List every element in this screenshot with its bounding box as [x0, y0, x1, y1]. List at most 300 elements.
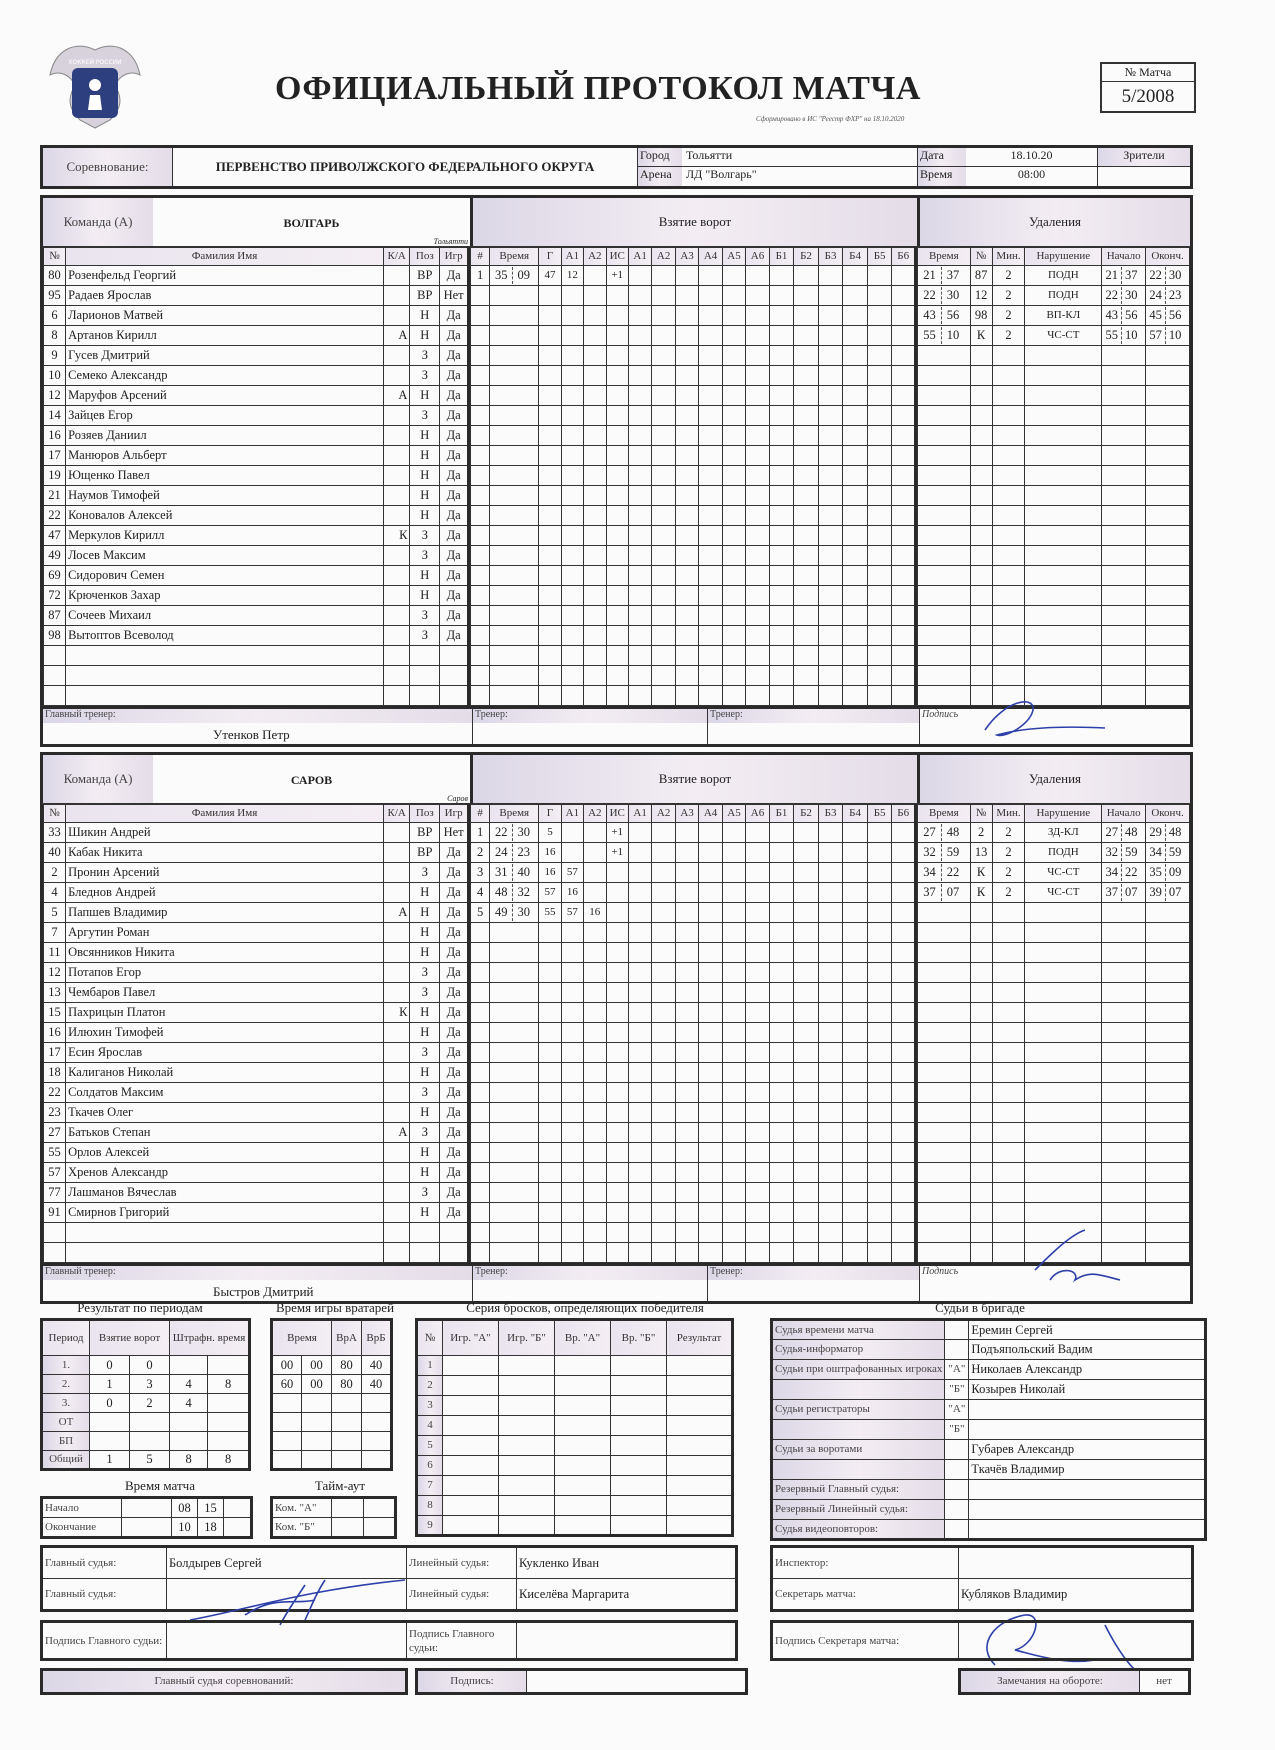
player-cell: [383, 546, 409, 566]
pen-start-sec: 37: [1121, 267, 1140, 284]
goalie-row: [272, 1356, 392, 1375]
goal-cell: [699, 1123, 722, 1143]
goal-cell: [561, 426, 583, 446]
pen-cell: 12: [970, 286, 992, 306]
pen-cell: [970, 386, 992, 406]
goal-cell: [843, 646, 868, 666]
goal-cell: [794, 1223, 819, 1243]
goal-cell: [606, 1063, 628, 1083]
coach-label-2: Тренер:: [708, 709, 919, 723]
goal-cell: [892, 426, 916, 446]
pen-cell: [970, 366, 992, 386]
goal-cell: [769, 883, 794, 903]
head-coach-label: Главный тренер:: [43, 709, 472, 723]
pen-sec: 10: [941, 327, 964, 344]
goal-cell: [769, 326, 794, 346]
pen-cell: [992, 1083, 1025, 1103]
goal-cell: [843, 943, 868, 963]
goal-cell: [892, 1023, 916, 1043]
player-cell: 16: [44, 426, 66, 446]
goal-col-header: Б6: [892, 805, 916, 823]
goal-cell: [746, 1203, 769, 1223]
goal-cell: [628, 366, 651, 386]
goal-cell: [746, 466, 769, 486]
goal-cell: [746, 426, 769, 446]
goal-cell: [628, 666, 651, 686]
goal-cell: [652, 963, 675, 983]
goal-row: [471, 1123, 916, 1143]
player-cell: З: [410, 1083, 440, 1103]
goal-cell: [818, 686, 843, 706]
goal-cell: [539, 963, 561, 983]
secretary-label: Секретарь матча:: [772, 1579, 959, 1611]
goal-cell: [584, 306, 606, 326]
goal-cell: [892, 903, 916, 923]
goal-cell: [561, 326, 583, 346]
line-ref-2: Киселёва Маргарита: [517, 1579, 737, 1611]
goal-cell: [746, 823, 769, 843]
goal-cell: [699, 1143, 722, 1163]
goal-cell: [769, 903, 794, 923]
time: 08:00: [1017, 167, 1046, 181]
goal-cell: [539, 923, 561, 943]
goal-col-header: А2: [652, 805, 675, 823]
goal-cell: 16: [561, 883, 583, 903]
pen-cell: [970, 1003, 992, 1023]
pen-col-header: Оконч.: [1146, 805, 1190, 823]
player-cell: 27: [44, 1123, 66, 1143]
player-cell: Орлов Алексей: [66, 1143, 384, 1163]
pen-cell: [970, 1183, 992, 1203]
player-cell: ВР: [410, 843, 440, 863]
goal-cell: [794, 843, 819, 863]
goal-cell: [699, 546, 722, 566]
player-cell: Да: [440, 446, 469, 466]
goal-cell: [471, 1243, 490, 1263]
goal-cell: [843, 1063, 868, 1083]
player-cell: Да: [440, 963, 469, 983]
goal-cell: [892, 546, 916, 566]
goal-cell: [843, 963, 868, 983]
goal-cell: [652, 286, 675, 306]
period-cell: 0: [90, 1356, 130, 1375]
goal-cell: [818, 1103, 843, 1123]
line-ref-label-2: Линейный судья:: [407, 1579, 517, 1611]
goals-table: [470, 247, 917, 706]
goal-cell: [769, 1143, 794, 1163]
goal-cell: [746, 406, 769, 426]
period-row: [42, 1413, 250, 1432]
period-cell: 4: [170, 1394, 208, 1413]
goal-cell: [561, 646, 583, 666]
penalty-row: [918, 1203, 1190, 1223]
goal-cell: [561, 1103, 583, 1123]
goal-cell: [606, 366, 628, 386]
goal-cell: [769, 1183, 794, 1203]
goal-cell: [843, 1023, 868, 1043]
pen-start-sec: 48: [1121, 824, 1140, 841]
goal-cell: [843, 426, 868, 446]
goal-cell: [606, 386, 628, 406]
goal-cell: [699, 566, 722, 586]
shootout-num: 1: [417, 1356, 443, 1376]
pen-end-sec: 07: [1165, 884, 1184, 901]
goal-cell: [769, 686, 794, 706]
goal-row: [471, 883, 916, 903]
player-cell: Да: [440, 266, 469, 286]
player-cell: Да: [440, 326, 469, 346]
goal-cell: [675, 306, 698, 326]
player-cell: Н: [410, 466, 440, 486]
shootout-row: [417, 1476, 733, 1496]
date: 18.10.20: [1010, 148, 1053, 162]
goal-cell: [843, 883, 868, 903]
player-row: [44, 486, 469, 506]
goal-cell: [722, 1023, 745, 1043]
pen-cell: [1025, 1103, 1102, 1123]
goal-cell: [892, 1163, 916, 1183]
coach-label-2: Тренер:: [708, 1266, 919, 1280]
player-cell: Есин Ярослав: [66, 1043, 384, 1063]
goal-cell: [892, 1063, 916, 1083]
goal-cell: [867, 566, 892, 586]
goal-cell: [628, 326, 651, 346]
end-mm: 18: [198, 1518, 224, 1538]
goal-cell: [539, 546, 561, 566]
goal-cell: [722, 426, 745, 446]
goal-cell: [867, 1083, 892, 1103]
goal-cell: [867, 823, 892, 843]
goal-row: [471, 1103, 916, 1123]
timeout-table: [270, 1496, 397, 1539]
pen-end-sec: 09: [1165, 864, 1184, 881]
goal-cell: [794, 883, 819, 903]
logo-text: ХОККЕЙ РОССИИ: [68, 59, 122, 66]
goal-cell: [561, 983, 583, 1003]
pen-cell: [992, 923, 1025, 943]
goal-cell: [699, 843, 722, 863]
goal-cell: [471, 346, 490, 366]
pen-cell: [970, 666, 992, 686]
goal-cell: [794, 1063, 819, 1083]
pen-start-min: 27: [1105, 825, 1118, 839]
goalie-cell: [332, 1394, 362, 1413]
goal-cell: [675, 863, 698, 883]
official-row: [772, 1380, 1206, 1400]
goal-cell: [652, 446, 675, 466]
player-cell: Да: [440, 1063, 469, 1083]
goal-cell: [722, 686, 745, 706]
goal-cell: [746, 506, 769, 526]
penalty-row: [918, 526, 1190, 546]
shootout-row: [417, 1496, 733, 1516]
pen-end-sec: 56: [1165, 307, 1184, 324]
goal-cell: 1: [471, 823, 490, 843]
player-cell: [383, 666, 409, 686]
goal-cell: [606, 983, 628, 1003]
goal-cell: [606, 963, 628, 983]
period-cell: Общий: [42, 1451, 90, 1470]
penalty-row: [918, 266, 1190, 286]
end-hh: 10: [172, 1518, 198, 1538]
pen-sec: 22: [941, 864, 964, 881]
pen-cell: [970, 1063, 992, 1083]
goal-cell: [843, 923, 868, 943]
goal-cell: [606, 1103, 628, 1123]
player-row: [44, 626, 469, 646]
penalty-row: [918, 326, 1190, 346]
match-time-title: Время матча: [125, 1478, 195, 1493]
goal-cell: [746, 1103, 769, 1123]
goal-cell: [843, 1043, 868, 1063]
goal-cell: [584, 1223, 606, 1243]
penalty-row: [918, 586, 1190, 606]
player-row: [44, 506, 469, 526]
player-cell: 15: [44, 1003, 66, 1023]
player-row: [44, 1243, 469, 1263]
goal-cell: [769, 1123, 794, 1143]
goal-cell: [699, 486, 722, 506]
player-cell: Да: [440, 1023, 469, 1043]
goal-cell: [794, 943, 819, 963]
player-row: [44, 526, 469, 546]
goal-cell: [699, 823, 722, 843]
player-cell: [383, 1223, 409, 1243]
goal-cell: [628, 286, 651, 306]
goal-row: [471, 586, 916, 606]
goal-cell: [539, 943, 561, 963]
goal-col-header: Время: [490, 248, 539, 266]
goal-cell: [699, 366, 722, 386]
official-role: Судья видеоповторов:: [772, 1520, 945, 1540]
goal-cell: [867, 686, 892, 706]
pen-cell: [970, 506, 992, 526]
goal-cell: [794, 1203, 819, 1223]
goal-cell: 57: [561, 903, 583, 923]
official-row: [772, 1400, 1206, 1420]
goal-cell: [722, 1223, 745, 1243]
goal-cell: [471, 1003, 490, 1023]
period-cell: [208, 1394, 250, 1413]
goal-cell: [584, 466, 606, 486]
goal-cell: [675, 823, 698, 843]
player-row: [44, 1143, 469, 1163]
goal-cell: [606, 903, 628, 923]
pen-min: 43: [923, 308, 936, 322]
goal-cell: [471, 286, 490, 306]
goal-cell: [471, 406, 490, 426]
goal-cell: [843, 903, 868, 923]
goal-cell: [584, 1203, 606, 1223]
goal-cell: [769, 923, 794, 943]
goal-cell: [818, 386, 843, 406]
goal-cell: [769, 566, 794, 586]
goal-cell: [561, 1003, 583, 1023]
goal-col-header: А1: [628, 805, 651, 823]
player-cell: 19: [44, 466, 66, 486]
goal-cell: [722, 943, 745, 963]
goal-cell: [769, 306, 794, 326]
goal-cell: [843, 1143, 868, 1163]
pen-cell: [1025, 466, 1102, 486]
period-cell: [208, 1356, 250, 1375]
timeout-a: Ком. "А": [272, 1498, 332, 1518]
goal-cell: [561, 1183, 583, 1203]
remarks-value: нет: [1140, 1670, 1190, 1694]
goal-cell: 2: [471, 843, 490, 863]
pen-end-sec: 30: [1165, 267, 1184, 284]
goal-cell: [539, 1023, 561, 1043]
goal-cell: [843, 666, 868, 686]
player-cell: Да: [440, 1143, 469, 1163]
goal-cell: [652, 426, 675, 446]
logo: [40, 40, 150, 135]
goal-cell: [699, 1203, 722, 1223]
pen-cell: [1025, 606, 1102, 626]
penalty-row: [918, 446, 1190, 466]
goal-cell: [843, 306, 868, 326]
inspector-table: [770, 1545, 1194, 1612]
pen-cell: [1025, 426, 1102, 446]
pen-cell: [992, 1023, 1025, 1043]
goal-cell: +1: [606, 266, 628, 286]
goal-cell: [769, 843, 794, 863]
start-mm: 15: [198, 1498, 224, 1518]
goal-cell: [722, 1003, 745, 1023]
goal-col-header: ИС: [606, 805, 628, 823]
pen-cell: [970, 983, 992, 1003]
goal-cell: [818, 426, 843, 446]
player-row: [44, 466, 469, 486]
player-cell: [383, 606, 409, 626]
player-cell: З: [410, 546, 440, 566]
goal-cell: [584, 1063, 606, 1083]
goal-col-header: Б1: [769, 805, 794, 823]
goal-cell: [471, 446, 490, 466]
goal-cell: [539, 426, 561, 446]
goal-row: [471, 943, 916, 963]
pen-col-header: Начало: [1102, 248, 1146, 266]
goal-cell: [628, 1203, 651, 1223]
player-cell: 55: [44, 1143, 66, 1163]
goal-cell: [794, 963, 819, 983]
goal-cell: [584, 1023, 606, 1043]
goal-cell: [652, 1143, 675, 1163]
goal-cell: [843, 1203, 868, 1223]
pen-cell: [970, 1103, 992, 1123]
pen-cell: [1025, 546, 1102, 566]
goal-cell: [628, 566, 651, 586]
player-cell: 17: [44, 446, 66, 466]
goal-cell: [818, 606, 843, 626]
period-col: Взятие ворот: [90, 1320, 170, 1356]
goal-cell: [539, 1123, 561, 1143]
goal-cell: [471, 366, 490, 386]
official-side: [945, 1480, 969, 1500]
goal-cell: [628, 903, 651, 923]
player-row: [44, 426, 469, 446]
pen-cell: ЗД-КЛ: [1025, 823, 1102, 843]
player-cell: [410, 686, 440, 706]
goal-cell: [584, 526, 606, 546]
pen-cell: 2: [992, 326, 1025, 346]
goal-cell: [539, 1003, 561, 1023]
pen-cell: [970, 903, 992, 923]
goal-cell: [722, 1083, 745, 1103]
goal-cell: [699, 1063, 722, 1083]
pen-cell: [1025, 486, 1102, 506]
player-row: [44, 406, 469, 426]
goal-cell: [675, 1183, 698, 1203]
goal-cell: [628, 1183, 651, 1203]
pen-cell: [992, 983, 1025, 1003]
period-cell: [130, 1432, 170, 1451]
goal-cell: [746, 1063, 769, 1083]
goal-cell: [867, 903, 892, 923]
goal-cell: [769, 1223, 794, 1243]
goal-cell: [867, 606, 892, 626]
goal-cell: [539, 1063, 561, 1083]
goal-cell: [606, 546, 628, 566]
goal-cell: [794, 466, 819, 486]
player-row: [44, 1163, 469, 1183]
goal-row: [471, 686, 916, 706]
official-side: "Б": [945, 1380, 969, 1400]
penalty-row: [918, 666, 1190, 686]
penalty-row: [918, 626, 1190, 646]
pen-cell: [1025, 526, 1102, 546]
player-row: [44, 1043, 469, 1063]
player-cell: Да: [440, 466, 469, 486]
official-side: [945, 1340, 969, 1360]
goal-col-header: А6: [746, 805, 769, 823]
goal-cell: [584, 823, 606, 843]
pen-start-min: 55: [1105, 328, 1118, 342]
goalie-cell: [362, 1432, 392, 1451]
goal-cell: [561, 566, 583, 586]
pen-start-min: 32: [1105, 845, 1118, 859]
player-cell: [66, 1223, 384, 1243]
player-cell: Н: [410, 923, 440, 943]
goal-cell: [652, 626, 675, 646]
official-name: Козырев Николай: [969, 1380, 1206, 1400]
pen-cell: К: [970, 883, 992, 903]
goal-cell: [722, 983, 745, 1003]
player-cell: 22: [44, 506, 66, 526]
player-cell: 7: [44, 923, 66, 943]
goal-col-header: А6: [746, 248, 769, 266]
period-cell: [208, 1413, 250, 1432]
goal-cell: [675, 566, 698, 586]
goal-cell: [722, 1103, 745, 1123]
goal-cell: [794, 823, 819, 843]
goalie-time-table: [270, 1318, 393, 1471]
goal-cell: [652, 466, 675, 486]
player-cell: [410, 646, 440, 666]
player-row: [44, 266, 469, 286]
head-coach-name: Быстров Дмитрий: [213, 1284, 314, 1299]
penalty-row: [918, 346, 1190, 366]
period-cell: [208, 1432, 250, 1451]
goal-cell: 5: [539, 823, 561, 843]
player-cell: Смирнов Григорий: [66, 1203, 384, 1223]
goal-cell: [675, 466, 698, 486]
official-name: Еремин Сергей: [969, 1320, 1206, 1340]
player-cell: [383, 306, 409, 326]
goal-cell: [722, 446, 745, 466]
goal-cell: [769, 386, 794, 406]
goal-cell: [769, 606, 794, 626]
